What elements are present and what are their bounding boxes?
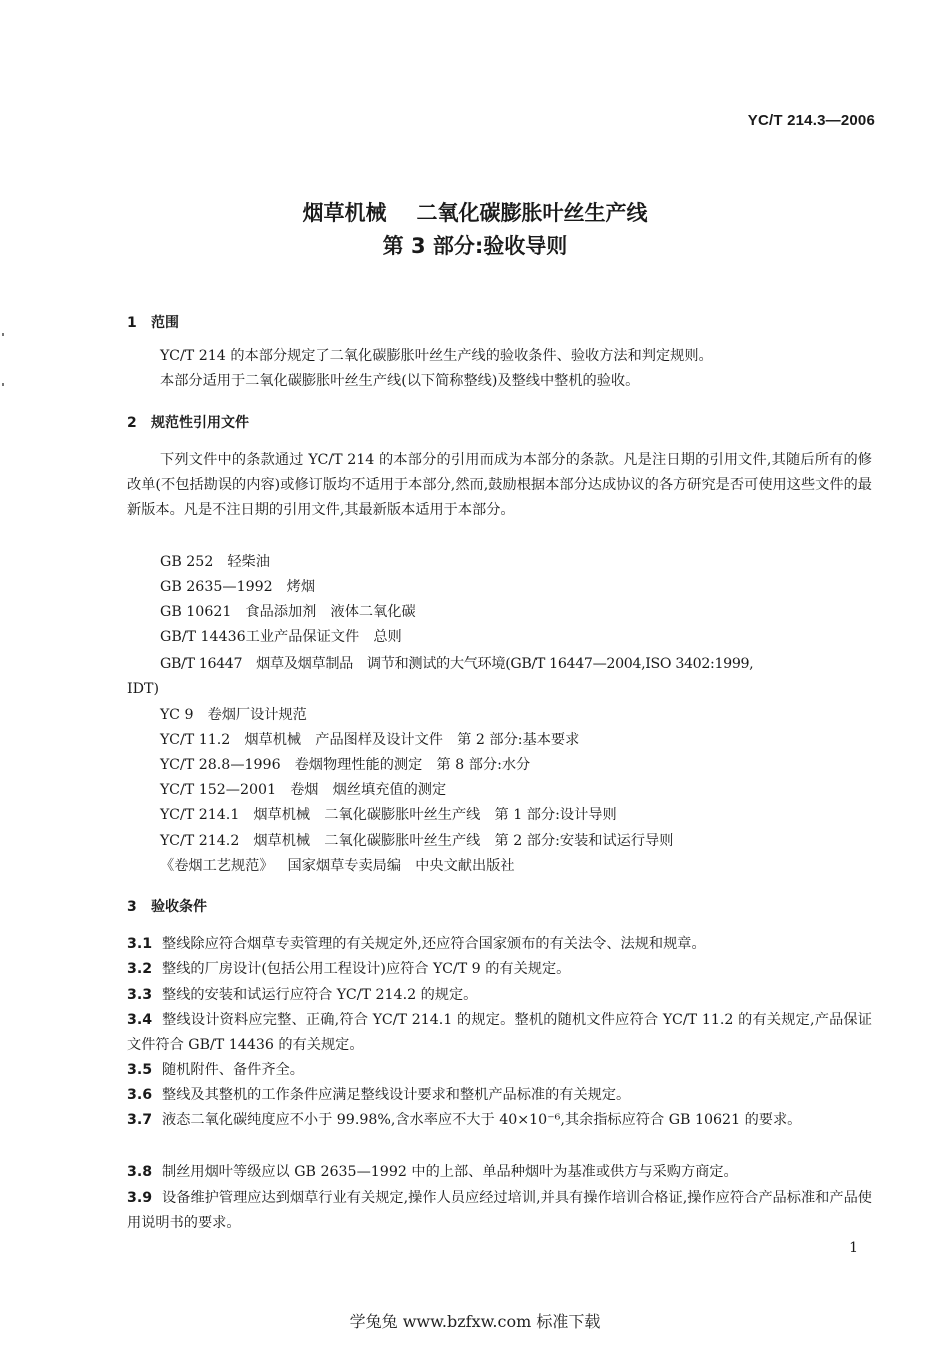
scan-artifact (2, 333, 4, 336)
title-part2: 二氧化碳膨胀叶丝生产线 (416, 201, 648, 225)
standard-code: YC/T 214.3—2006 (747, 112, 875, 129)
section-1-heading (127, 312, 179, 332)
reference-item: YC 9 卷烟厂设计规范 (160, 707, 307, 723)
clause: 3.5 随机附件、备件齐全。 (127, 1062, 304, 1078)
clause: 3.6 整线及其整机的工作条件应满足整线设计要求和整机产品标准的有关规定。 (127, 1087, 631, 1103)
document-title-line1 (0, 197, 950, 227)
title-part1: 烟草机械 (302, 201, 387, 225)
page-number: 1 (849, 1240, 858, 1256)
reference-item: GB 252 轻柴油 (160, 554, 270, 570)
section-title: 范围 (151, 315, 179, 331)
reference-item: YC/T 11.2 烟草机械 产品图样及设计文件 第 2 部分:基本要求 (160, 732, 580, 748)
reference-item: 《卷烟工艺规范》 国家烟草专卖局编 中央文献出版社 (160, 858, 515, 874)
section-3-heading (127, 896, 207, 916)
clause: 3.7 液态二氧化碳纯度应不小于 99.98%,含水率应不大于 40×10⁻⁶,其余指标应符合 GB 10621 的要求。 (127, 1112, 802, 1128)
clause: 3.1 整线除应符合烟草专卖管理的有关规定外,还应符合国家颁布的有关法令、法规和规章。 (127, 936, 706, 952)
watermark-link[interactable]: 学兔兔 www.bzfxw.com 标准下载 (349, 1312, 601, 1331)
section-1-paragraph-2: 本部分适用于二氧化碳膨胀叶丝生产线(以下简称整线)及整线中整机的验收。 (160, 373, 640, 389)
clause: 3.2 整线的厂房设计(包括公用工程设计)应符合 YC/T 9 的有关规定。 (127, 961, 571, 977)
clause: 3.9 设备维护管理应达到烟草行业有关规定,操作人员应经过培训,并具有操作培训合格证,操作应符合产品标准和产品使用说明书的要求。 (127, 1190, 872, 1231)
scan-artifact (2, 383, 4, 386)
section-title: 规范性引用文件 (151, 415, 249, 431)
section-number: 2 (127, 415, 137, 431)
section-2-heading (127, 412, 249, 432)
reference-item: GB 10621 食品添加剂 液体二氧化碳 (160, 604, 416, 620)
reference-item: YC/T 214.2 烟草机械 二氧化碳膨胀叶丝生产线 第 2 部分:安装和试运行导则 (160, 833, 674, 849)
document-title-line2: 第 3 部分:验收导则 (382, 234, 568, 258)
clause: 3.4 整线设计资料应完整、正确,符合 YC/T 214.1 的规定。整机的随机文件应符合 YC/T 11.2 的有关规定,产品保证文件符合 GB/T 14436 的有关规定。 (127, 1012, 872, 1053)
section-number: 1 (127, 315, 137, 331)
reference-item: GB 2635—1992 烤烟 (160, 579, 316, 595)
reference-item: GB/T 16447 烟草及烟草制品 调节和测试的大气环境(GB/T 16447—2004,ISO 3402:1999, (160, 656, 754, 672)
section-1-paragraph-1: YC/T 214 的本部分规定了二氧化碳膨胀叶丝生产线的验收条件、验收方法和判定规则。 (160, 348, 713, 364)
section-title: 验收条件 (151, 899, 207, 915)
reference-item: YC/T 152—2001 卷烟 烟丝填充值的测定 (160, 782, 447, 798)
clause: 3.3 整线的安装和试运行应符合 YC/T 214.2 的规定。 (127, 987, 478, 1003)
reference-item: GB/T 14436工业产品保证文件 总则 (160, 629, 402, 645)
reference-item: YC/T 28.8—1996 卷烟物理性能的测定 第 8 部分:水分 (160, 757, 531, 773)
reference-item-continuation: IDT) (127, 681, 159, 697)
section-number: 3 (127, 899, 137, 915)
section-2-intro: 下列文件中的条款通过 YC/T 214 的本部分的引用而成为本部分的条款。凡是注日期的引用文件,其随后所有的修改单(不包括勘误的内容)或修订版均不适用于本部分,然而,鼓励根据本部分达成协议的各方研究是否可使用这些文件的最新版本。凡是不注日期的引用文件,其最新版本适用于本部分。 (127, 452, 872, 518)
reference-item: YC/T 214.1 烟草机械 二氧化碳膨胀叶丝生产线 第 1 部分:设计导则 (160, 807, 617, 823)
clause: 3.8 制丝用烟叶等级应以 GB 2635—1992 中的上部、单品种烟叶为基准或供方与采购方商定。 (127, 1164, 738, 1180)
